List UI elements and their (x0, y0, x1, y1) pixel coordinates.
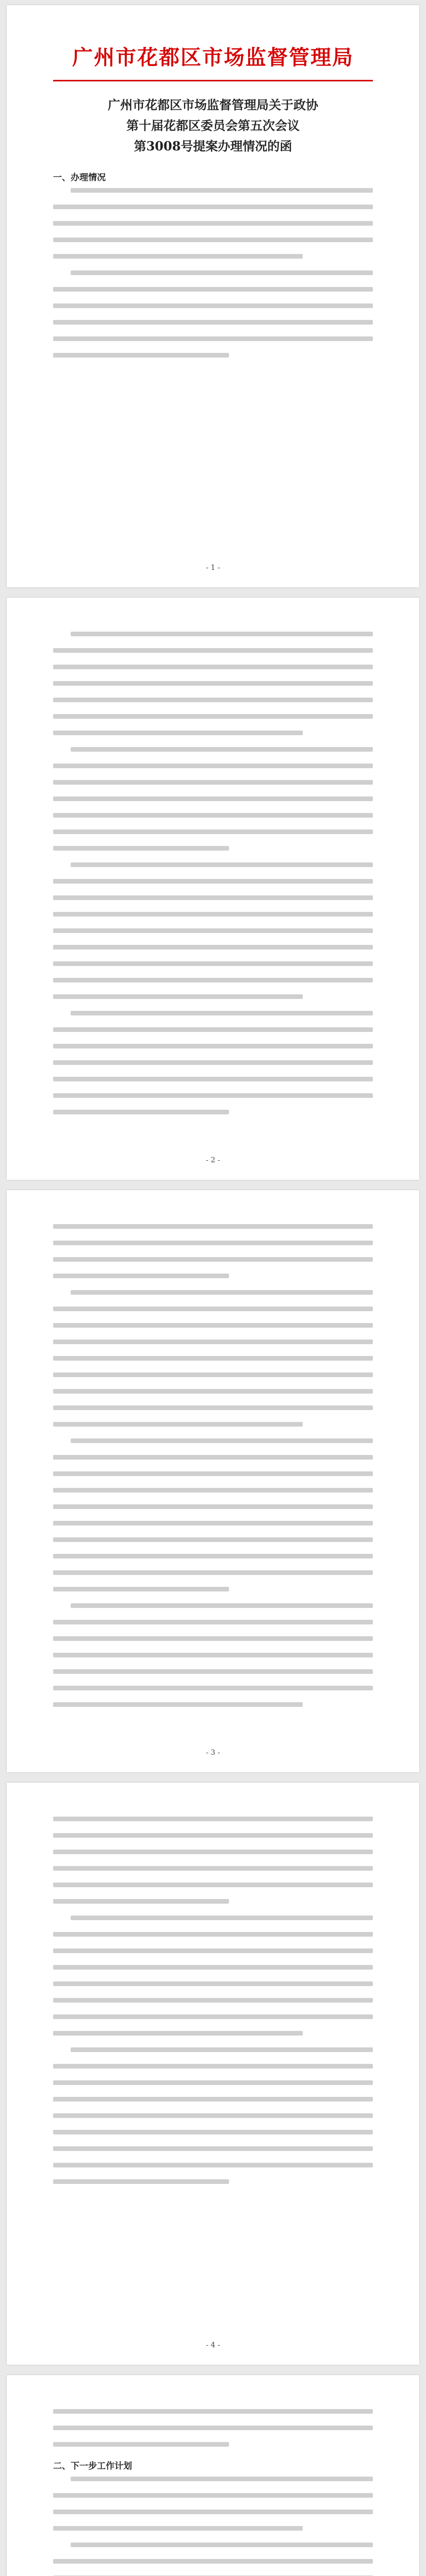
text-line (53, 1389, 373, 1394)
body-text-block (53, 1817, 373, 2184)
text-line (53, 1833, 373, 1838)
text-line (71, 188, 373, 193)
body-text-block (53, 188, 373, 358)
text-line (71, 1011, 373, 1015)
document-page-3 (7, 1190, 419, 1772)
text-line (53, 1981, 373, 1986)
text-line (53, 1504, 373, 1509)
text-line (53, 353, 229, 358)
text-line (53, 912, 373, 917)
text-line (53, 978, 373, 982)
text-line (71, 270, 373, 275)
text-line (53, 1965, 373, 1970)
text-line (53, 2442, 229, 2447)
text-line (71, 632, 373, 636)
document-page-1 (7, 5, 419, 587)
text-line (53, 1257, 373, 1262)
text-line (53, 2031, 303, 2036)
text-line (53, 1883, 373, 1887)
text-line (53, 1554, 373, 1558)
body-text-block (53, 632, 373, 1114)
text-line (53, 238, 373, 242)
text-line (53, 2130, 373, 2134)
text-line (53, 1405, 373, 1410)
text-line (53, 320, 373, 325)
text-line (53, 1488, 373, 1493)
text-line (53, 1110, 229, 1114)
text-line (53, 1866, 373, 1871)
text-line (53, 2526, 303, 2531)
text-line (53, 796, 373, 801)
section-heading-2: 二、下一步工作计划 (53, 2461, 132, 2471)
text-line (53, 928, 373, 933)
body-text-block (53, 1224, 373, 1707)
text-line (53, 1077, 373, 1081)
text-line (71, 2477, 373, 2481)
text-line (53, 1422, 303, 1427)
text-line (53, 1027, 373, 1032)
document-page-5 (7, 2375, 419, 2576)
text-line (53, 1817, 373, 1821)
text-line (71, 1916, 373, 1920)
text-line (53, 1521, 373, 1526)
text-line (53, 221, 373, 226)
text-line (53, 303, 373, 308)
text-line (53, 665, 373, 669)
text-line (53, 2014, 373, 2019)
text-line (53, 813, 373, 818)
text-line (53, 1323, 373, 1328)
text-line (53, 764, 373, 768)
text-line (53, 2097, 373, 2102)
text-line (53, 1044, 373, 1048)
text-line (53, 2559, 373, 2564)
text-line (53, 895, 373, 900)
text-line (53, 780, 373, 785)
text-line (53, 1899, 229, 1904)
text-line (53, 1224, 373, 1229)
text-line (53, 731, 303, 735)
page-number: - 4 - (206, 2341, 220, 2349)
text-line (53, 648, 373, 653)
title-line-1: 广州市花都区市场监督管理局关于政协 (108, 97, 318, 112)
text-line (53, 2163, 373, 2167)
text-line (71, 747, 373, 752)
text-line (53, 846, 229, 851)
text-line (53, 1537, 373, 1542)
text-line (53, 1998, 373, 2003)
text-line (53, 2080, 373, 2085)
document-title (53, 95, 373, 157)
text-line (53, 994, 303, 999)
page-number: - 1 - (206, 564, 220, 572)
text-line (53, 1274, 229, 1278)
page-number: - 3 - (206, 1749, 220, 1757)
text-line (53, 1620, 373, 1624)
body-text-block (53, 2409, 373, 2447)
text-line (53, 336, 373, 341)
text-line (53, 945, 373, 950)
text-line (53, 1340, 373, 1344)
text-line (53, 1093, 373, 1098)
text-line (53, 2409, 373, 2414)
text-line (53, 714, 373, 719)
text-line (53, 1948, 373, 1953)
text-line (53, 1455, 373, 1460)
text-line (53, 205, 373, 209)
text-line (53, 1932, 373, 1937)
text-line (53, 2113, 373, 2118)
text-line (53, 1471, 373, 1476)
text-line (71, 1603, 373, 1608)
text-line (53, 879, 373, 884)
text-line (53, 287, 373, 292)
text-line (53, 961, 373, 966)
text-line (53, 829, 373, 834)
document-page-4 (7, 1783, 419, 2365)
title-line-3: 第3008号提案办理情况的函 (134, 139, 292, 154)
text-line (53, 2426, 373, 2430)
text-line (53, 2493, 373, 2498)
text-line (53, 1060, 373, 1065)
page-number: - 2 - (206, 1156, 220, 1164)
text-line (53, 1653, 373, 1657)
text-line (53, 2064, 373, 2069)
text-line (53, 1669, 373, 1674)
body-text-block (53, 2477, 373, 2576)
text-line (53, 1570, 373, 1575)
text-line (71, 2543, 373, 2547)
text-line (53, 1587, 229, 1591)
section-heading-1: 一、办理情况 (53, 173, 106, 183)
text-line (71, 862, 373, 867)
title-line-2: 第十届花都区委员会第五次会议 (126, 118, 300, 133)
text-line (53, 1850, 373, 1854)
text-line (53, 1307, 373, 1311)
document-page-2 (7, 598, 419, 1180)
text-line (53, 681, 373, 686)
text-line (53, 698, 373, 702)
letterhead: 广州市花都区市场监督管理局 (72, 45, 354, 70)
text-line (53, 2179, 229, 2184)
text-line (71, 1290, 373, 1295)
text-line (53, 1702, 303, 1707)
text-line (53, 1636, 373, 1641)
text-line (53, 2146, 373, 2151)
text-line (53, 1372, 373, 1377)
text-line (71, 2047, 373, 2052)
text-line (53, 1356, 373, 1361)
text-line (53, 1241, 373, 1245)
text-line (71, 1438, 373, 1443)
text-line (53, 254, 303, 259)
text-line (53, 2510, 373, 2514)
text-line (53, 1686, 373, 1690)
red-divider (53, 80, 373, 81)
